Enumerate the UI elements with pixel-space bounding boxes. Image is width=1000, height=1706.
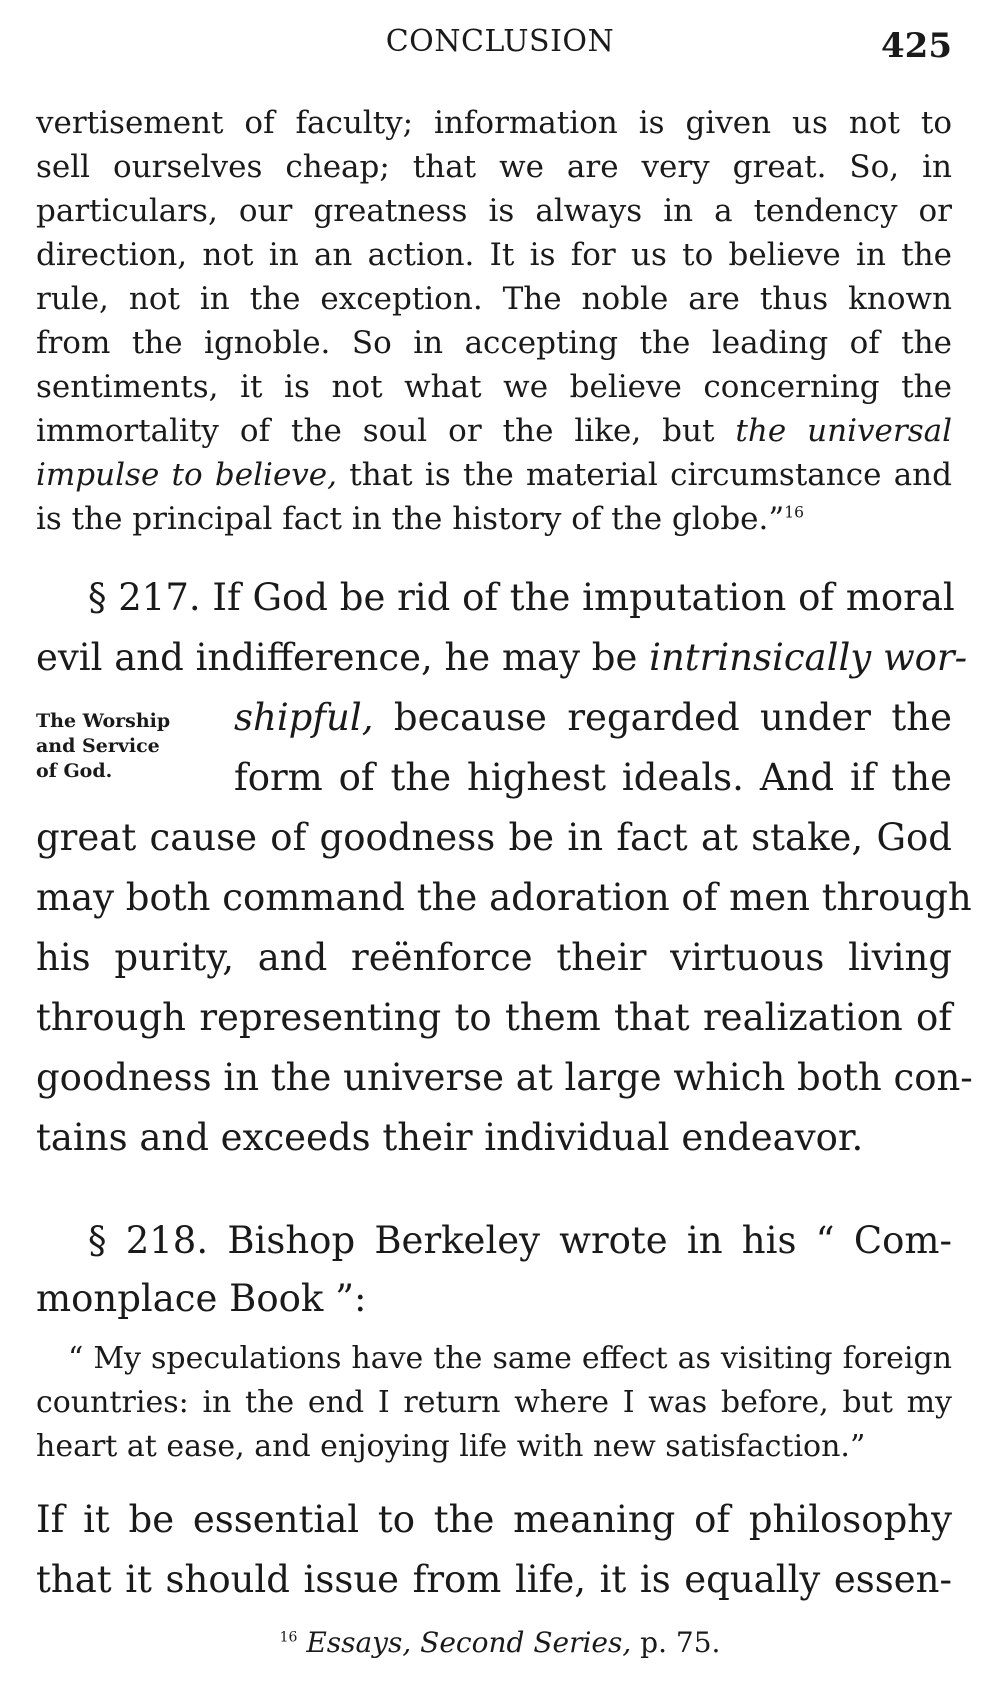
italic-phrase: shipful, — [234, 696, 374, 739]
text-segment: because regarded under the — [373, 696, 952, 739]
footnote-marker: 16 — [784, 503, 804, 522]
text-line: that it should issue from life, it is equally essen- — [36, 1558, 952, 1601]
text-line — [36, 628, 968, 688]
text-segment: immortality of the soul or the like, but — [36, 413, 736, 449]
text-line: from the ignoble. So in accepting the leading of the — [36, 325, 952, 361]
text-segment: evil and indifference, he may be — [36, 636, 650, 679]
text-line: tains and exceeds their individual endeavor. — [36, 1116, 864, 1159]
running-header-title: CONCLUSION — [385, 24, 615, 59]
text-line: through representing to them that realization of — [36, 996, 952, 1039]
text-line: vertisement of faculty; information is given us not to — [36, 105, 952, 141]
text-line: sell ourselves cheap; that we are very great. So, in — [36, 149, 952, 185]
text-line: sentiments, it is not what we believe concerning the — [36, 369, 952, 405]
text-line: may both command the adoration of men through — [36, 876, 972, 919]
margin-note — [36, 709, 206, 784]
text-line: countries: in the end I return where I was before, but my — [36, 1385, 952, 1420]
text-line — [36, 497, 952, 541]
quote-continuation — [36, 101, 952, 541]
section-217-paragraph — [36, 568, 973, 1168]
italic-phrase: impulse to believe, — [36, 457, 338, 493]
text-line: particulars, our greatness is always in a tendency or — [36, 193, 952, 229]
page-number: 425 — [881, 26, 952, 66]
margin-note-line: The Worship — [36, 710, 171, 732]
text-segment: that is the material circumstance and — [337, 457, 952, 493]
footnote-title: Essays, Second Series, — [306, 1626, 632, 1659]
text-line: § 218. Bishop Berkeley wrote in his “ Com- — [88, 1219, 952, 1262]
section-218-paragraph — [36, 1212, 952, 1328]
margin-note-line: of God. — [36, 760, 113, 782]
text-line: “ My speculations have the same effect as visiting foreign — [68, 1341, 952, 1376]
text-line: heart at ease, and enjoying life with new satisfaction.” — [36, 1429, 866, 1464]
footnote-number: 16 — [279, 1629, 298, 1646]
text-line: form of the highest ideals. And if the — [234, 756, 952, 799]
text-line: direction, not in an action. It is for us to believe in the — [36, 237, 952, 273]
text-line — [36, 409, 952, 453]
text-line: goodness in the universe at large which both con- — [36, 1056, 973, 1099]
text-line: rule, not in the exception. The noble are thus known — [36, 281, 952, 317]
text-line: § 217. If God be rid of the imputation of moral — [88, 576, 955, 619]
text-line: his purity, and reënforce their virtuous living — [36, 936, 952, 979]
margin-note-line: and Service — [36, 735, 160, 757]
berkeley-quote — [36, 1337, 952, 1469]
footnote-page: p. 75. — [631, 1626, 721, 1659]
text-line: monplace Book ”: — [36, 1277, 367, 1320]
text-segment: is the principal fact in the history of the globe.” — [36, 501, 785, 537]
text-line — [36, 453, 952, 497]
text-line — [234, 688, 952, 748]
italic-phrase: the universal — [735, 413, 952, 449]
text-line: If it be essential to the meaning of philosophy — [36, 1498, 952, 1541]
final-paragraph — [36, 1490, 952, 1610]
italic-phrase: intrinsically wor- — [649, 636, 968, 679]
footnote — [0, 1626, 1000, 1659]
text-line: great cause of goodness be in fact at stake, God — [36, 816, 952, 859]
